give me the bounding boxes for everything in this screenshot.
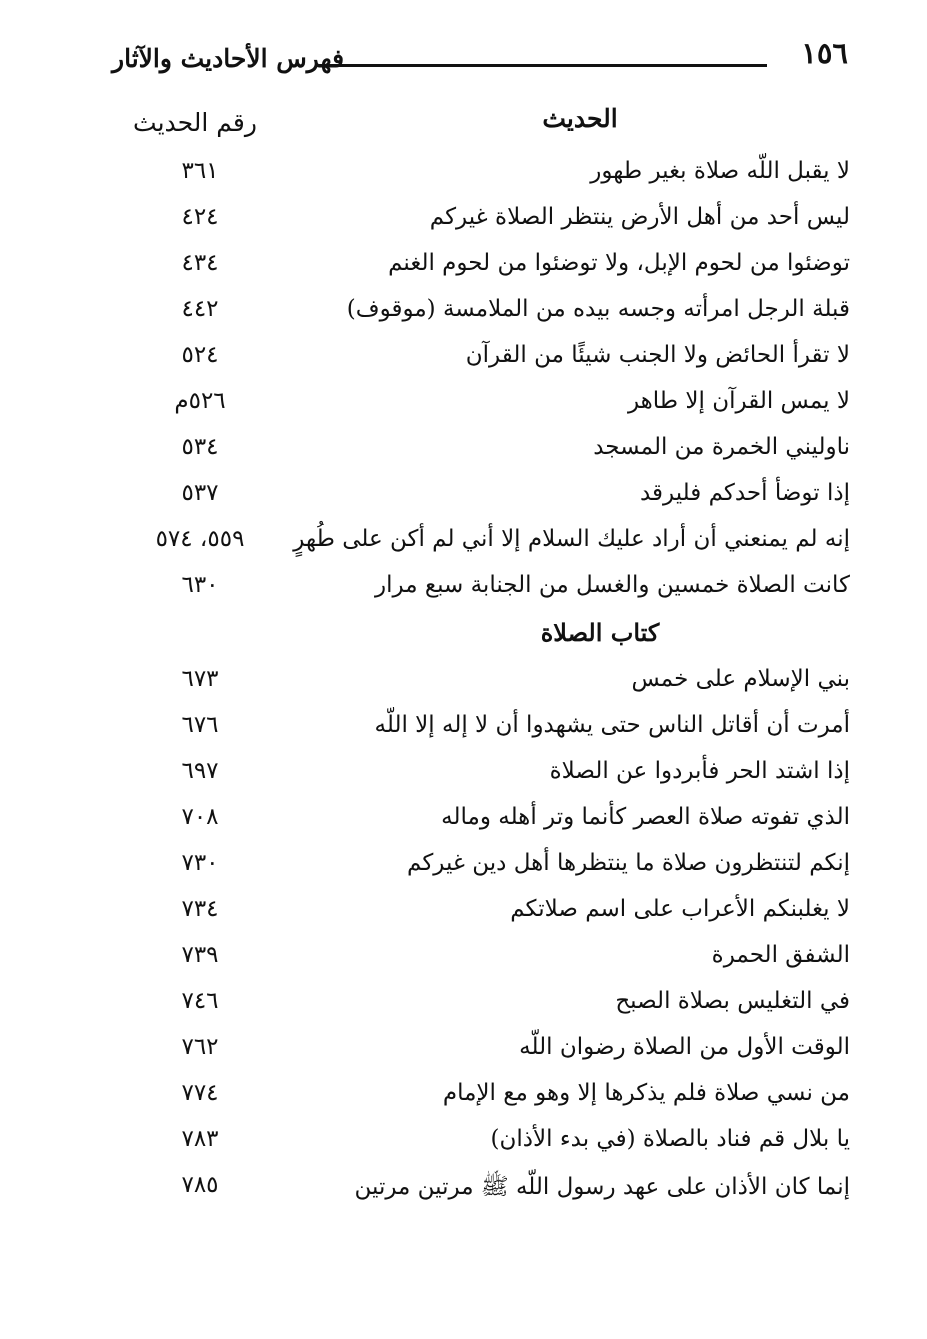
hadith-text: إذا توضأ أحدكم فليرقد (639, 480, 850, 506)
hadith-text: إنكم لتنتظرون صلاة ما ينتظرها أهل دين غيركم (407, 850, 850, 876)
index-row (0, 936, 927, 982)
index-row (0, 428, 927, 474)
hadith-number: ٦٧٣ (181, 666, 219, 692)
hadith-number: ٤٤٢ (181, 296, 219, 322)
index-row (0, 890, 927, 936)
header-divider (315, 64, 767, 67)
hadith-number: ٧٣٩ (181, 942, 219, 968)
index-row (0, 152, 927, 198)
hadith-text: إنه لم يمنعني أن أراد عليك السلام إلا أني لم أكن على طُهرٍ (293, 526, 850, 552)
index-row (0, 982, 927, 1028)
hadith-number: ٤٣٤ (181, 250, 219, 276)
hadith-text: لا يغلبنكم الأعراب على اسم صلاتكم (510, 896, 850, 922)
page-number: ١٥٦ (801, 36, 848, 70)
index-row (0, 382, 927, 428)
hadith-number: ٣٦١ (181, 158, 219, 184)
hadith-number: ٧٣٠ (181, 850, 219, 876)
hadith-text: في التغليس بصلاة الصبح (615, 988, 850, 1014)
hadith-number: ٥٣٤ (181, 434, 219, 460)
hadith-number: ٧٨٣ (181, 1126, 219, 1152)
index-row (0, 1074, 927, 1120)
hadith-text: من نسي صلاة فلم يذكرها إلا وهو مع الإمام (442, 1080, 850, 1106)
hadith-number: ٥٢٦م (174, 388, 226, 414)
hadith-number: ٥٣٧ (181, 480, 219, 506)
index-row (0, 198, 927, 244)
index-row (0, 1028, 927, 1074)
hadith-number: ٥٢٤ (181, 342, 219, 368)
hadith-text: الذي تفوته صلاة العصر كأنما وتر أهله وماله (441, 804, 850, 830)
hadith-text: كانت الصلاة خمسين والغسل من الجنابة سبع مرار (375, 572, 850, 598)
index-row (0, 474, 927, 520)
hadith-number: ٧٨٥ (181, 1172, 219, 1198)
page-header (110, 36, 850, 86)
hadith-text: توضئوا من لحوم الإبل، ولا توضئوا من لحوم الغنم (388, 250, 850, 276)
hadith-number: ٦٩٧ (181, 758, 219, 784)
column-header-hadith: الحديث (542, 104, 618, 133)
hadith-number: ٧٧٤ (181, 1080, 219, 1106)
index-row (0, 660, 927, 706)
hadith-number: ٦٧٦ (181, 712, 219, 738)
hadith-text: لا يقبل اللّه صلاة بغير طهور (590, 158, 850, 184)
hadith-number: ٦٣٠ (181, 572, 219, 598)
hadith-text: أمرت أن أقاتل الناس حتى يشهدوا أن لا إله إلا اللّه (374, 712, 850, 738)
hadith-number: ٧٣٤ (181, 896, 219, 922)
hadith-number: ٤٢٤ (181, 204, 219, 230)
column-header-number: رقم الحديث (133, 108, 257, 137)
hadith-text: لا تقرأ الحائض ولا الجنب شيئًا من القرآن (465, 342, 850, 368)
hadith-text: إذا اشتد الحر فأبردوا عن الصلاة (549, 758, 850, 784)
hadith-text: ناوليني الخمرة من المسجد (593, 434, 850, 460)
hadith-text: يا بلال قم فناد بالصلاة (في بدء الأذان) (490, 1126, 850, 1152)
index-row (0, 520, 927, 566)
hadith-text: لا يمس القرآن إلا طاهر (627, 388, 850, 414)
hadith-number: ٧٦٢ (181, 1034, 219, 1060)
hadith-number: ٥٥٩، ٥٧٤ (155, 526, 245, 552)
hadith-text: ليس أحد من أهل الأرض ينتظر الصلاة غيركم (429, 204, 850, 230)
index-row (0, 336, 927, 382)
hadith-number: ٧٤٦ (181, 988, 219, 1014)
hadith-text: قبلة الرجل امرأته وجسه بيده من الملامسة (موقوف) (346, 296, 850, 322)
index-row (0, 844, 927, 890)
index-row (0, 706, 927, 752)
running-title: فهرس الأحاديث والآثار (112, 44, 345, 73)
index-row (0, 290, 927, 336)
hadith-number: ٧٠٨ (181, 804, 219, 830)
section-title: كتاب الصلاة (540, 618, 660, 647)
index-row (0, 244, 927, 290)
hadith-text: الوقت الأول من الصلاة رضوان اللّه (519, 1034, 850, 1060)
hadith-text: الشفق الحمرة (711, 942, 850, 968)
index-row (0, 566, 927, 612)
index-row (0, 752, 927, 798)
hadith-text: بني الإسلام على خمس (631, 666, 850, 692)
index-row (0, 1120, 927, 1166)
index-row (0, 1166, 927, 1212)
index-row (0, 798, 927, 844)
hadith-text: إنما كان الأذان على عهد رسول اللّه ﷺ مرتين مرتين (354, 1174, 850, 1200)
